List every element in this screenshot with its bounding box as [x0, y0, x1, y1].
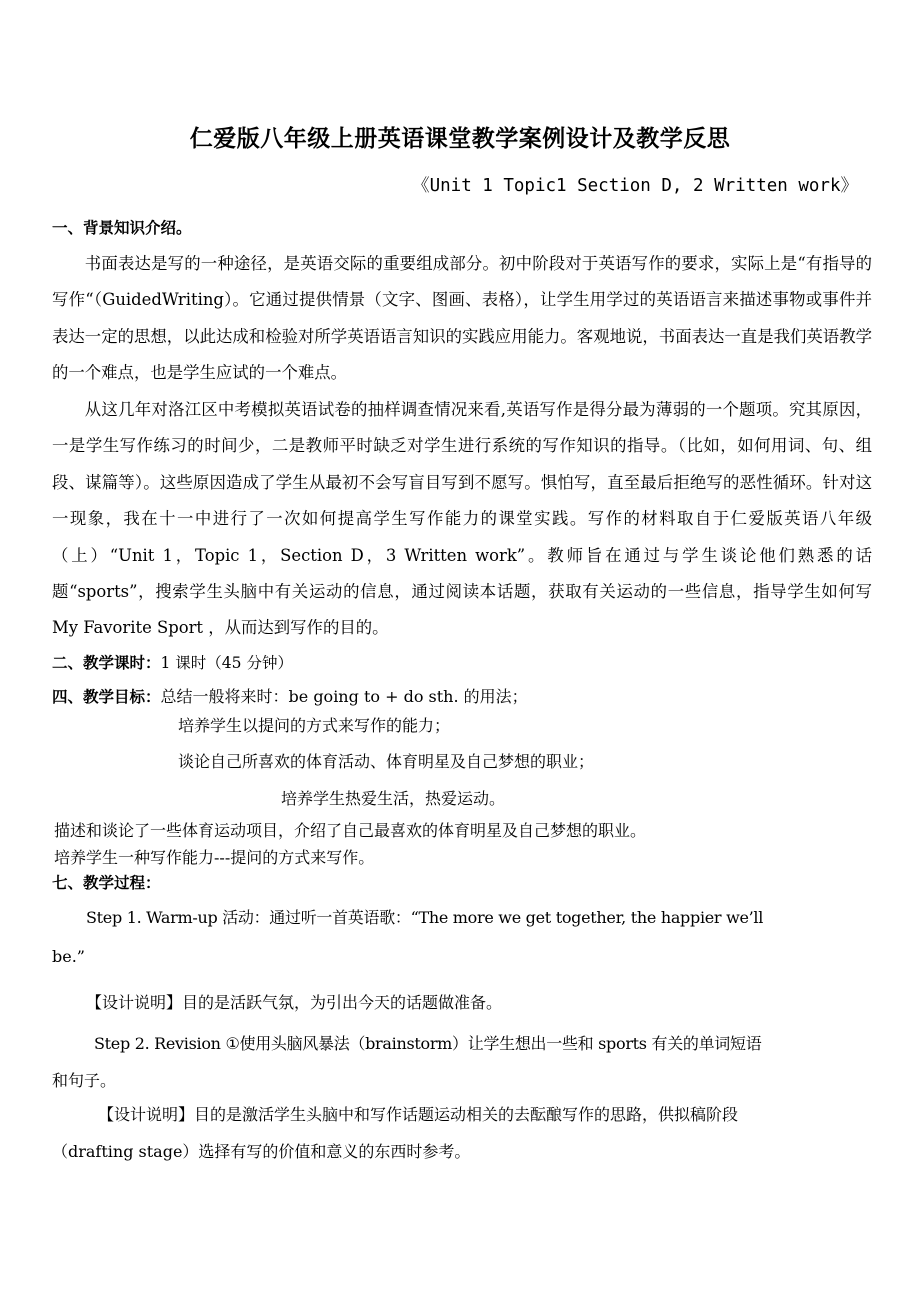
step2-text-line2: 和句子。	[52, 1071, 117, 1090]
page-title: 仁爱版八年级上册英语课堂教学案例设计及教学反思	[189, 126, 731, 152]
design-note-1: 【设计说明】目的是活跃气氛，为引出今天的话题做准备。	[86, 993, 503, 1012]
objective-item-1: 总结一般将来时：be going to + do sth. 的用法；	[160, 687, 528, 706]
class-hours-value: 1 课时（45 分钟）	[160, 654, 293, 672]
class-hours-label: 二、教学课时：	[52, 654, 161, 672]
step1-text-line2: be.”	[52, 947, 85, 966]
objective-item-5: 描述和谈论了一些体育运动项目，介绍了自己最喜欢的体育明星及自己梦想的职业。	[54, 821, 647, 840]
design-note-2-line2: （drafting stage）选择有写的价值和意义的东西时参考。	[52, 1142, 471, 1161]
page-subtitle: 《Unit 1 Topic1 Section D, 2 Written work》	[412, 176, 858, 196]
objective-item-6: 培养学生一种写作能力---提问的方式来写作。	[54, 848, 375, 867]
objective-item-2: 培养学生以提问的方式来写作的能力；	[178, 716, 451, 735]
design-note-2-line1: 【设计说明】目的是激活学生头脑中和写作话题运动相关的去酝酿写作的思路，供拟稿阶段	[98, 1105, 739, 1124]
step2-text-line1: Step 2. Revision ①使用头脑风暴法（brainstorm）让学生想出一些和 sports 有关的单词短语	[94, 1034, 762, 1053]
section-heading-background: 一、背景知识介绍。	[52, 219, 192, 237]
paragraph-background-2: 从这几年对洛江区中考模拟英语试卷的抽样调查情况来看,英语写作是得分最为薄弱的一个题项。究其原因，一是学生写作练习的时间少，二是教师平时缺乏对学生进行系统的写作知识的指导。（比如，如何用词、句、组段、谋篇等）。这些原因造成了学生从最初不会写盲目写到不愿写。惧怕写，直至最后拒绝写的恶性循环。针对这一现象，我在十一中进行了一次如何提高学生写作能力的课堂实践。写作的材料取自于仁爱版英语八年级（上）“Unit 1，Topic 1，Section D，3 Written work”。教师旨在通过与学生谈论他们熟悉的话题“sports”，搜索学生头脑中有关运动的信息，通过阅读本话题，获取有关运动的一些信息，指导学生如何写 My Favorite Sport ，从而达到写作的目的。	[52, 400, 872, 638]
section-heading-objectives	[52, 684, 528, 707]
step1-text-line1: Step 1. Warm-up 活动：通过听一首英语歌：“The more we get together, the happier we’ll	[86, 908, 764, 927]
objective-item-4: 培养学生热爱生活，热爱运动。	[281, 789, 506, 808]
objectives-label: 四、教学目标：	[52, 688, 161, 706]
paragraph-background-1: 书面表达是写的一种途径，是英语交际的重要组成部分。初中阶段对于英语写作的要求，实际上是“有指导的写作“（GuidedWriting）。它通过提供情景（文字、图画、表格），让学生用学过的英语语言来描述事物或事件并表达一定的思想，以此达成和检验对所学英语语言知识的实践应用能力。客观地说，书面表达一直是我们英语教学的一个难点，也是学生应试的一个难点。	[52, 254, 872, 383]
section-heading-process: 七、教学过程：	[52, 874, 161, 892]
objective-item-3: 谈论自己所喜欢的体育活动、体育明星及自己梦想的职业；	[178, 752, 595, 771]
section-heading-class-hours	[52, 651, 293, 673]
